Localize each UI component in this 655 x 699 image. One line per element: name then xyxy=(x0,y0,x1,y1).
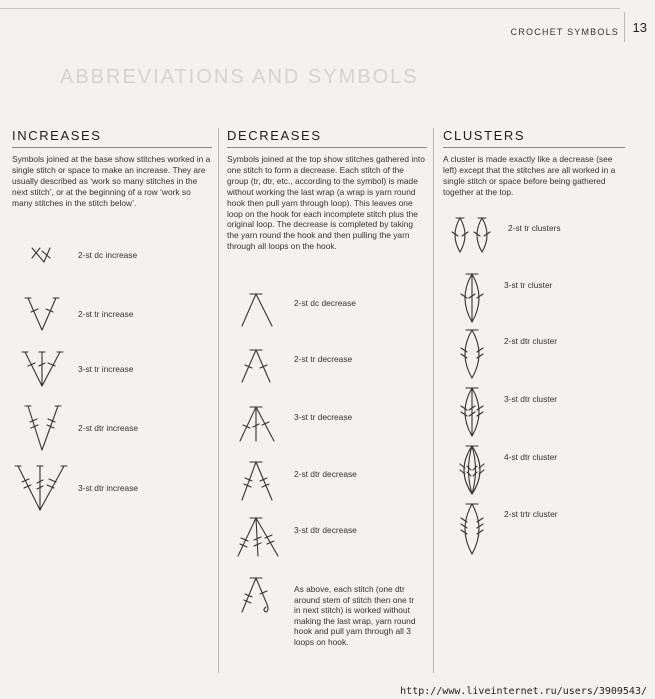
symbol-label: 3-st dtr decrease xyxy=(294,524,357,535)
three-dtr-increase-icon xyxy=(14,462,70,514)
header-rule xyxy=(0,8,620,9)
symbol-label: 2-st dc increase xyxy=(78,249,138,260)
symbol-label: 2-st dc decrease xyxy=(294,297,356,308)
clusters-title: CLUSTERS xyxy=(443,128,625,148)
decreases-intro: Symbols joined at the top show stitches gathered into one stitch to form a decrease. Each stitch of the group (tr, dtr, etc., according to the symbol) is made without working the last wrap (a wrap is yarn round hook then pull yarn through loop). This leaves one loop on the hook for each incomplete stitch plus the original loop. The decrease is completed by taking the yarn round the hook and then pulling the yarn through all loops on the hook. xyxy=(227,154,425,252)
three-tr-decrease-icon xyxy=(236,403,282,445)
trtr-cluster-icon xyxy=(452,500,492,558)
list-item xyxy=(20,402,138,454)
symbol-label: 3-st tr decrease xyxy=(294,411,353,422)
dtr-cluster-icon xyxy=(452,326,492,382)
symbol-label: 3-st tr increase xyxy=(78,363,134,374)
list-item xyxy=(236,346,352,386)
four-dtr-cluster-icon xyxy=(452,442,492,498)
three-tr-increase-icon xyxy=(20,348,70,390)
list-item xyxy=(14,462,138,514)
dc-increase-icon xyxy=(20,242,70,268)
running-head: CROCHET SYMBOLS xyxy=(510,27,619,37)
list-item xyxy=(20,348,133,390)
list-item xyxy=(20,242,137,268)
list-item xyxy=(20,294,133,334)
symbol-label: 2-st dtr cluster xyxy=(504,335,558,346)
source-url: http://www.liveinternet.ru/users/3909543/ xyxy=(400,686,647,697)
symbol-label: 2-st dtr decrease xyxy=(294,468,357,479)
symbol-label: 2-st tr increase xyxy=(78,308,134,319)
list-item xyxy=(236,290,356,330)
list-item xyxy=(452,326,557,382)
symbol-label: 4-st dtr cluster xyxy=(504,451,558,462)
dtr-decrease-icon xyxy=(236,458,282,504)
dtr-increase-icon xyxy=(20,402,70,454)
page-number: 13 xyxy=(632,20,647,35)
tr-increase-icon xyxy=(20,294,70,334)
symbol-label: 2-st tr decrease xyxy=(294,353,353,364)
symbol-label: 2-st dtr increase xyxy=(78,422,139,433)
show-through-heading: ABBREVIATIONS AND SYMBOLS xyxy=(60,66,419,88)
symbol-label: As above, each stitch (one dtr around stem of stitch then one tr in next stitch) is worked without making the last wrap, yarn round hook and pull yarn through all 3 loops on hook. xyxy=(294,584,416,647)
symbol-label: 3-st dtr increase xyxy=(78,482,139,493)
decreases-section xyxy=(227,128,427,252)
page-number-rule xyxy=(624,12,625,42)
list-item xyxy=(236,403,352,445)
symbol-label: 2-st tr clusters xyxy=(508,222,561,233)
column-divider xyxy=(218,128,219,673)
increases-title: INCREASES xyxy=(12,128,212,148)
list-item xyxy=(452,500,558,558)
list-item xyxy=(234,514,357,560)
list-item xyxy=(236,574,416,647)
column-divider xyxy=(433,128,434,673)
around-stem-decrease-icon xyxy=(236,574,282,616)
symbol-label: 3-st dtr cluster xyxy=(504,393,558,404)
tr-decrease-icon xyxy=(236,346,282,386)
increases-section xyxy=(12,128,212,209)
tr-clusters-icon xyxy=(446,214,498,256)
clusters-section xyxy=(443,128,625,198)
increases-intro: Symbols joined at the base show stitches worked in a single stitch or space to make an increase. They are usually described as ‘work so many stitches in the next stitch’, or at the beginning of a row ‘work so many stitches in the stitch below’. xyxy=(12,154,211,208)
three-dtr-cluster-icon xyxy=(452,384,492,440)
list-item xyxy=(452,384,557,440)
symbol-label: 2-st trtr cluster xyxy=(504,508,558,519)
three-tr-cluster-icon xyxy=(452,270,492,326)
three-dtr-decrease-icon xyxy=(234,514,282,560)
list-item xyxy=(446,214,561,256)
list-item xyxy=(452,270,552,326)
dc-decrease-icon xyxy=(236,290,282,330)
clusters-intro: A cluster is made exactly like a decrease (see left) except that the stitches are all worked in a single stitch or space before being gathered together at the top. xyxy=(443,154,616,197)
symbol-label: 3-st tr cluster xyxy=(504,279,553,290)
list-item xyxy=(452,442,557,498)
decreases-title: DECREASES xyxy=(227,128,427,148)
list-item xyxy=(236,458,357,504)
